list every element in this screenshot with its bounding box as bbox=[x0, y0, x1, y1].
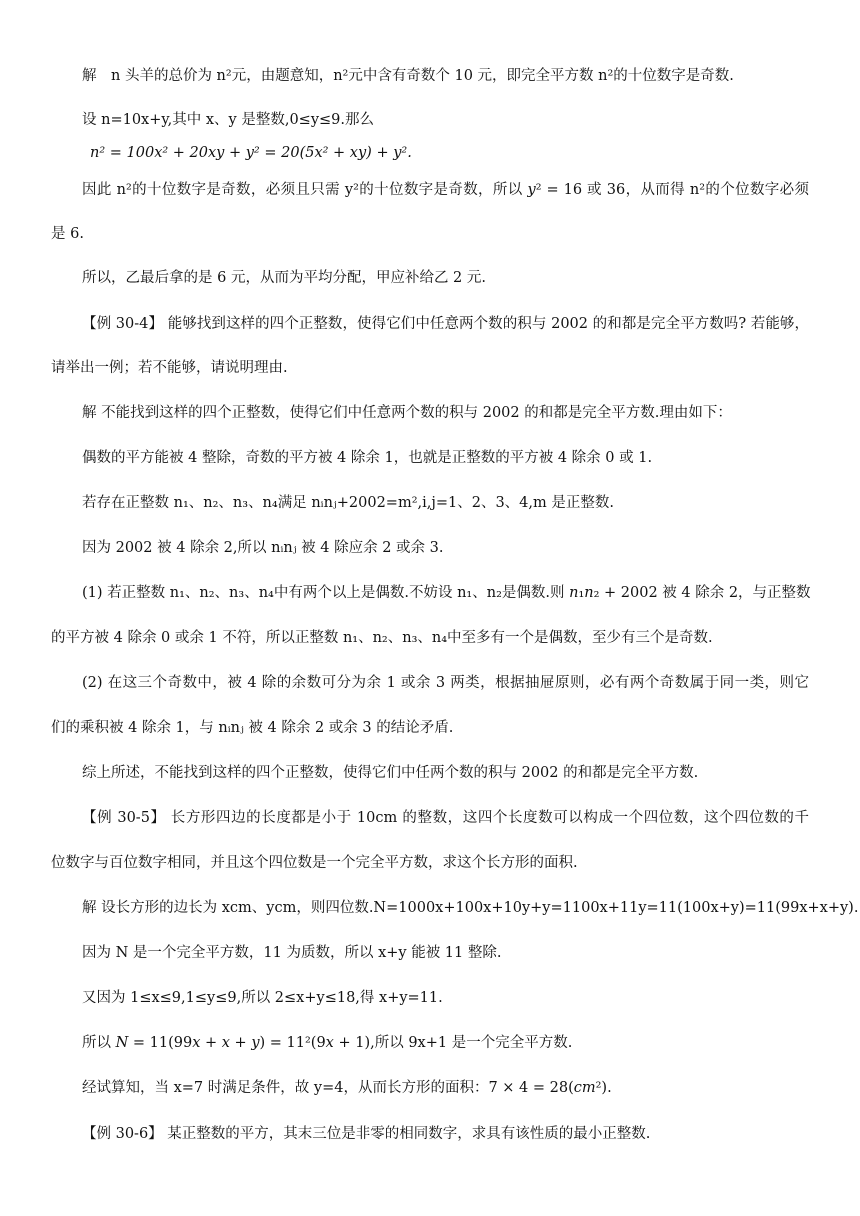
text-line: 的平方被 4 除余 0 或余 1 不符，所以正整数 n₁、n₂、n₃、n₄中至多有一个是偶数，至少有三个是奇数. bbox=[51, 630, 713, 646]
text-line: 所以，乙最后拿的是 6 元，从而为平均分配，甲应补给乙 2 元. bbox=[82, 270, 486, 286]
text-line: 又因为 1≤x≤9,1≤y≤9,所以 2≤x+y≤18,得 x+y=11. bbox=[82, 990, 443, 1006]
text-line: 综上所述，不能找到这样的四个正整数，使得它们中任两个数的积与 2002 的和都是完全平方数. bbox=[82, 765, 699, 781]
example-heading: 【例 30-5】 长方形四边的长度都是小于 10cm 的整数，这四个长度数可以构成一个四位数，这个四位数的千 bbox=[82, 810, 809, 826]
text-line: 偶数的平方能被 4 整除，奇数的平方被 4 除余 1，也就是正整数的平方被 4 除余 0 或 1. bbox=[82, 450, 653, 466]
text-line: 设 n=10x+y,其中 x、y 是整数,0≤y≤9.那么 bbox=[82, 112, 374, 128]
example-heading: 【例 30-4】 能够找到这样的四个正整数，使得它们中任意两个数的积与 2002 的和都是完全平方数吗? 若能够， bbox=[82, 316, 809, 332]
example-heading: 【例 30-6】 某正整数的平方，其末三位是非零的相同数字，求具有该性质的最小正整数. bbox=[82, 1126, 651, 1142]
text-line: 因为 N 是一个完全平方数，11 为质数，所以 x+y 能被 11 整除. bbox=[82, 945, 502, 961]
text-line: 所以 𝑁 = 11(99𝑥 + 𝑥 + 𝑦) = 11²(9𝑥 + 1),所以 9x+1 是一个完全平方数. bbox=[82, 1035, 573, 1051]
text-line: 们的乘积被 4 除余 1，与 nᵢnⱼ 被 4 除余 2 或余 3 的结论矛盾. bbox=[51, 720, 454, 736]
text-line: 请举出一例；若不能够，请说明理由. bbox=[51, 360, 288, 376]
text-line: 解 n 头羊的总价为 n²元，由题意知，n²元中含有奇数个 10 元，即完全平方数 n²的十位数字是奇数. bbox=[82, 68, 734, 84]
text-line: 若存在正整数 n₁、n₂、n₃、n₄满足 nᵢnⱼ+2002=m²,i,j=1、2、3、4,m 是正整数. bbox=[82, 495, 614, 511]
text-line: 经试算知，当 x=7 时满足条件，故 y=4，从而长方形的面积：7 × 4 = 28(𝑐𝑚²). bbox=[82, 1080, 612, 1096]
equation-line: 𝑛² = 100𝑥² + 20𝑥𝑦 + 𝑦² = 20(5𝑥² + 𝑥𝑦) + 𝑦². bbox=[90, 145, 412, 161]
text-line: (1) 若正整数 n₁、n₂、n₃、n₄中有两个以上是偶数.不妨设 n₁、n₂是偶数.则 𝑛₁𝑛₂ + 2002 被 4 除余 2，与正整数 bbox=[82, 585, 811, 601]
text-line: 解 不能找到这样的四个正整数，使得它们中任意两个数的积与 2002 的和都是完全平方数.理由如下： bbox=[82, 405, 732, 421]
text-line: 解 设长方形的边长为 xcm、ycm，则四位数.N=1000x+100x+10y+y=1100x+11y=11(100x+y)=11(99x+x+y). bbox=[82, 900, 859, 916]
text-line: 位数字与百位数字相同，并且这个四位数是一个完全平方数，求这个长方形的面积. bbox=[51, 855, 578, 871]
text-line: 因为 2002 被 4 除余 2,所以 nᵢnⱼ 被 4 除应余 2 或余 3. bbox=[82, 540, 444, 556]
text-line: 是 6. bbox=[51, 226, 84, 242]
text-line: 因此 n²的十位数字是奇数，必须且只需 y²的十位数字是奇数，所以 𝑦² = 16 或 36，从而得 n²的个位数字必须 bbox=[82, 182, 809, 198]
text-line: (2) 在这三个奇数中，被 4 除的余数可分为余 1 或余 3 两类，根据抽屉原则，必有两个奇数属于同一类，则它 bbox=[82, 675, 809, 691]
